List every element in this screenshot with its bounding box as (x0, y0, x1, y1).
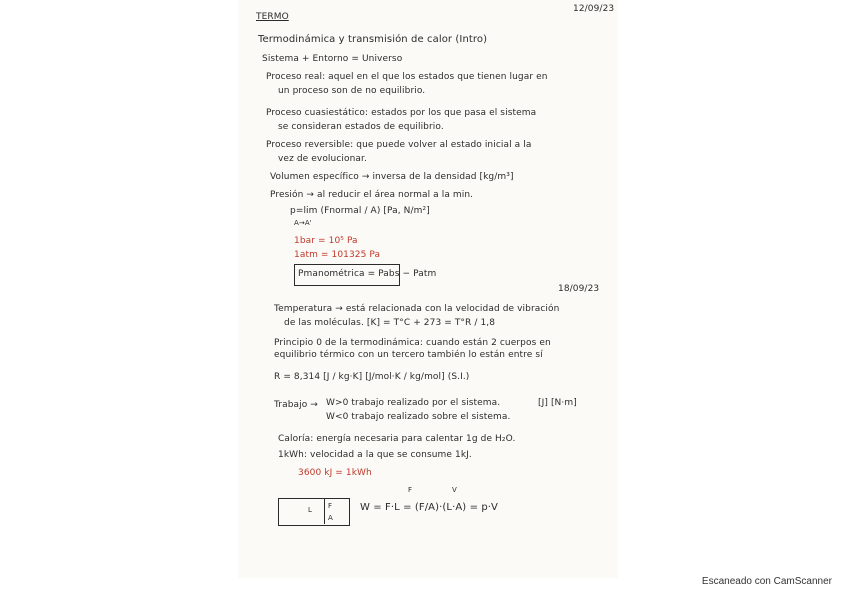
note-trabajo-1: W>0 trabajo realizado por el sistema. (326, 398, 501, 408)
note-bar: 1bar = 10⁵ Pa (294, 236, 358, 246)
formula-arrow-f: F (408, 486, 413, 494)
diagram-force-label: F (328, 502, 333, 510)
page-date-2: 18/09/23 (558, 284, 600, 294)
note-reversible-1: Proceso reversible: que puede volver al estado inicial a la (266, 140, 532, 150)
note-manometrica: Pmanométrica = Pabs − Patm (298, 269, 437, 279)
note-temperatura-2: de las moléculas. [K] = T°C + 273 = T°R / 1,8 (284, 318, 496, 328)
note-trabajo-units: [J] [N·m] (538, 398, 577, 408)
note-reversible-2: vez de evolucionar. (278, 154, 367, 164)
presion-formula: p=lim (Fnormal / A) [Pa, N/m²] (290, 206, 430, 216)
diagram-area-label: A (328, 514, 333, 522)
note-proceso-real-2: un proceso son de no equilibrio. (278, 86, 426, 96)
note-constante: R = 8,314 [J / kg·K] [J/mol·K / kg/mol] (S.I.) (274, 372, 470, 382)
note-cuasiestatico-2: se consideran estados de equilibrio. (278, 122, 444, 132)
note-atm: 1atm = 101325 Pa (294, 250, 381, 260)
notebook-page (238, 0, 618, 578)
note-proceso-real-1: Proceso real: aquel en el que los estados que tienen lugar en (266, 72, 548, 82)
note-principio-2: equilibrio térmico con un tercero también lo están entre sí (274, 350, 543, 360)
trabajo-label: Trabajo → (274, 400, 318, 410)
page-date: 12/09/23 (573, 4, 615, 14)
piston-cylinder-diagram (278, 498, 350, 526)
formula-arrow-v: V (452, 486, 457, 494)
work-formula: W = F·L = (F/A)·(L·A) = p·V (360, 502, 499, 513)
note-temperatura-1: Temperatura → está relacionada con la velocidad de vibración (274, 304, 560, 314)
diagram-length-label: L (308, 506, 312, 514)
note-kwh-eq: 3600 kJ = 1kWh (298, 468, 372, 478)
section-heading: Termodinámica y transmisión de calor (Intro) (258, 34, 488, 45)
note-sistema: Sistema + Entorno = Universo (262, 54, 403, 64)
note-presion: Presión → al reducir el área normal a la min. (270, 190, 474, 200)
page-title: TERMO (256, 12, 289, 22)
camscanner-watermark: Escaneado con CamScanner (701, 576, 832, 587)
note-caloria: Caloría: energía necesaria para calentar 1g de H₂O. (278, 434, 516, 444)
piston-wall (324, 498, 325, 524)
note-cuasiestatico-1: Proceso cuasiestático: estados por los que pasa el sistema (266, 108, 537, 118)
presion-limit: A→A' (294, 219, 312, 227)
note-trabajo-2: W<0 trabajo realizado sobre el sistema. (326, 412, 511, 422)
note-principio-1: Principio 0 de la termodinámica: cuando están 2 cuerpos en (274, 338, 551, 348)
note-volumen: Volumen específico → inversa de la densidad [kg/m³] (270, 172, 514, 182)
note-kwh: 1kWh: velocidad a la que se consume 1kJ. (278, 450, 472, 460)
